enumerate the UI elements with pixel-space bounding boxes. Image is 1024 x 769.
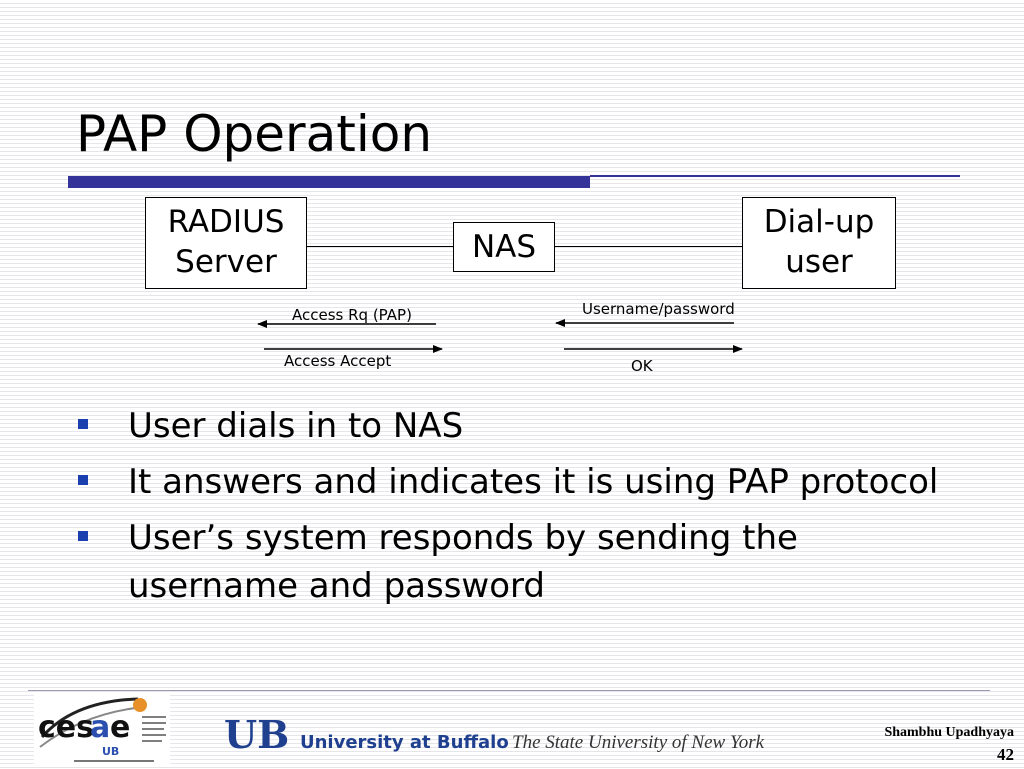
svg-text:ces: ces: [38, 710, 94, 745]
author-name: Shambhu Upadhyaya: [884, 725, 1014, 740]
bullet-item: [78, 458, 958, 506]
bullet-square-icon: [78, 419, 88, 429]
footer-divider: [28, 690, 990, 691]
svg-text:The State University of New Yo: The State University of New York: [512, 732, 765, 753]
access-accept-label: Access Accept: [284, 352, 392, 370]
university-at-buffalo-logo: [222, 716, 788, 756]
ok-label: OK: [631, 357, 653, 375]
bullet-text: It answers and indicates it is using PAP protocol: [128, 462, 939, 502]
nas-label: NAS: [471, 229, 537, 265]
svg-text:UB: UB: [102, 745, 120, 758]
dialup-user-label-line2: user: [785, 244, 853, 280]
bullet-text: User dials in to NAS: [128, 406, 464, 446]
page-number: 42: [997, 745, 1014, 764]
bullet-square-icon: [78, 531, 88, 541]
dialup-user-label-line1: Dial-up: [763, 204, 875, 240]
bullet-text: User’s system responds by sending the username and password: [128, 518, 798, 606]
svg-text:a: a: [90, 710, 111, 745]
radius-server-label-line1: RADIUS: [167, 204, 285, 240]
cesae-logo: [34, 693, 170, 765]
radius-server-label-line2: Server: [175, 244, 277, 280]
access-rq-label: Access Rq (PAP): [292, 306, 412, 324]
bullet-item: [78, 402, 958, 450]
svg-text:University at Buffalo: University at Buffalo: [300, 732, 509, 753]
bullet-square-icon: [78, 475, 88, 485]
bullet-list: [78, 402, 958, 618]
svg-text:e: e: [110, 710, 131, 745]
bullet-item: [78, 514, 958, 610]
svg-text:UB: UB: [224, 716, 290, 756]
slide-title: PAP Operation: [76, 105, 433, 163]
username-password-label: Username/password: [582, 300, 735, 318]
